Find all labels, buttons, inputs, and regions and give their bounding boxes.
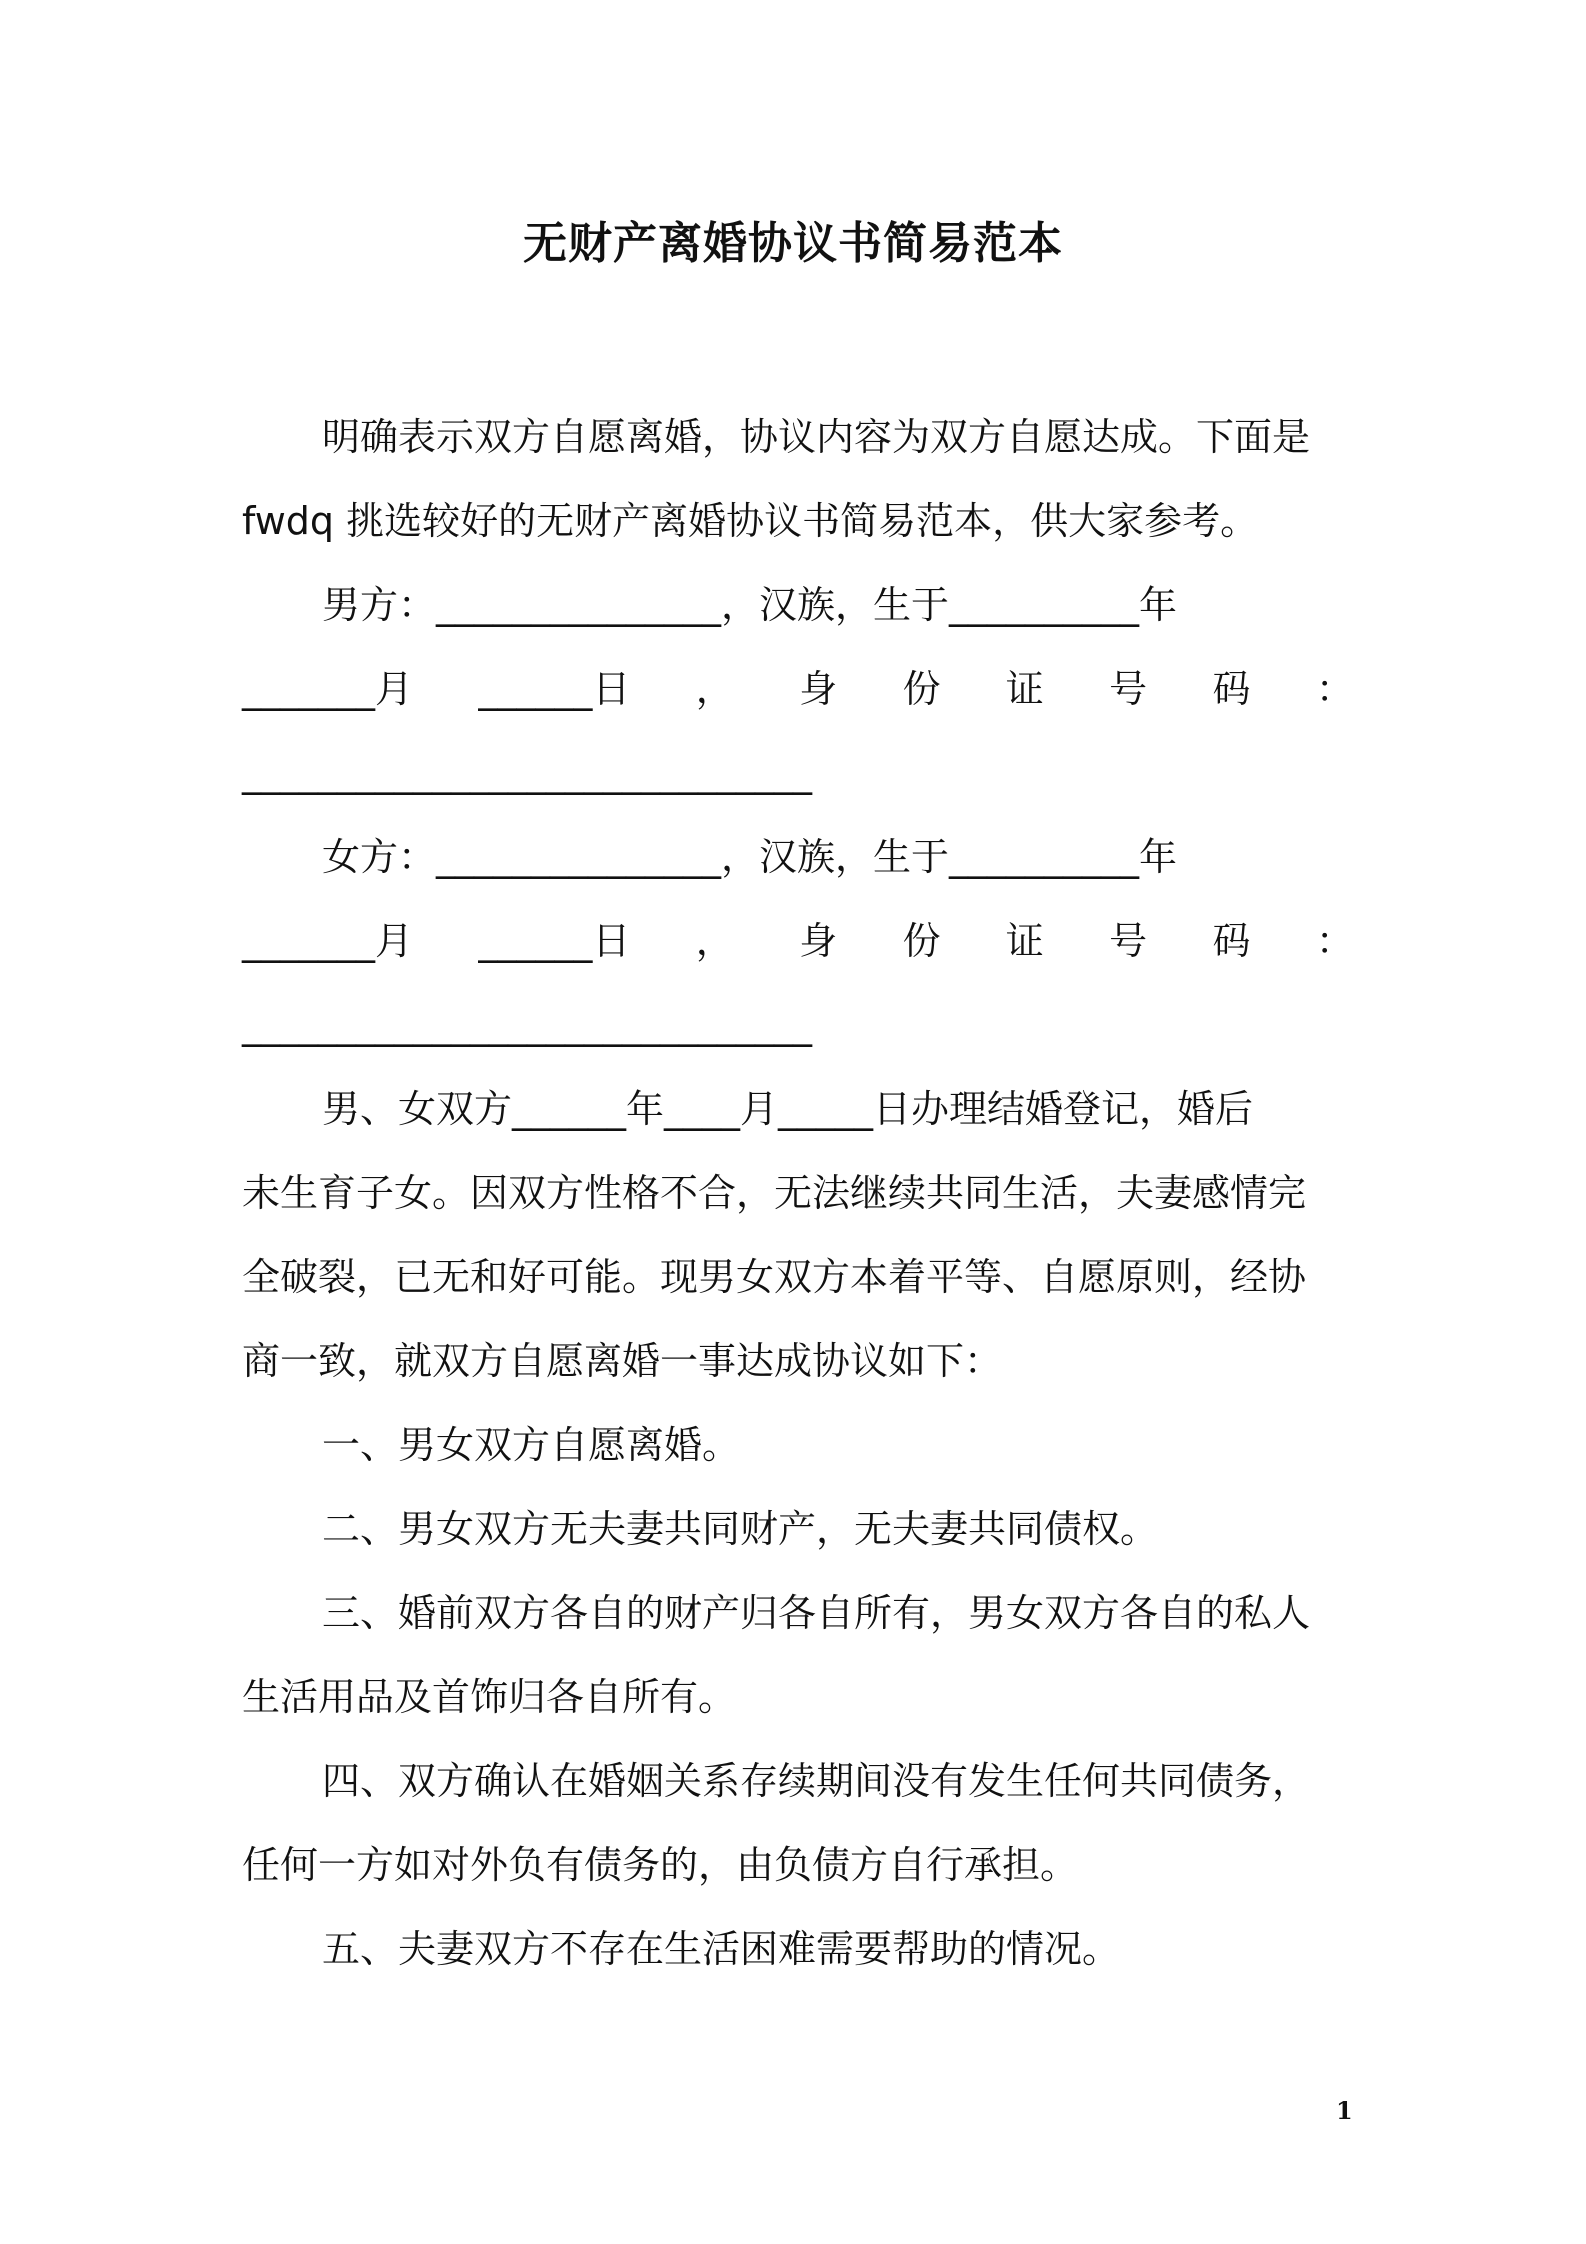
female-party-line-1: 女方：_______________，汉族，生于__________年 — [322, 835, 1178, 879]
female-id-colon: ： — [1315, 919, 1354, 963]
female-id-char-2: 份 — [902, 919, 941, 963]
male-id-colon: ： — [1315, 667, 1354, 711]
clause-3-line-2: 生活用品及首饰归各自所有。 — [242, 1675, 737, 1719]
male-party-line-2 — [242, 664, 1354, 714]
intro-line-1: 明确表示双方自愿离婚，协议内容为双方自愿达成。下面是 — [322, 415, 1311, 459]
clause-1: 一、男女双方自愿离婚。 — [322, 1423, 741, 1467]
female-month-blank: _______月 — [242, 919, 414, 963]
female-day-blank: ______日 — [478, 919, 631, 963]
marriage-paragraph-line-2: 未生育子女。因双方性格不合，无法继续共同生活，夫妻感情完 — [242, 1171, 1307, 1215]
male-party-line-1: 男方：_______________，汉族，生于__________年 — [322, 583, 1178, 627]
female-party-line-2 — [242, 916, 1354, 966]
male-id-char-1: 身 — [799, 667, 838, 711]
marriage-paragraph-line-3: 全破裂，已无和好可能。现男女双方本着平等、自愿原则，经协 — [242, 1255, 1307, 1299]
male-month-blank: _______月 — [242, 667, 414, 711]
male-id-char-5: 码 — [1212, 667, 1251, 711]
page-number: 1 — [1336, 2096, 1353, 2125]
male-id-char-2: 份 — [902, 667, 941, 711]
intro-line-2: fwdq 挑选较好的无财产离婚协议书简易范本，供大家参考。 — [242, 499, 1259, 543]
female-id-char-4: 号 — [1109, 919, 1148, 963]
female-id-char-1: 身 — [799, 919, 838, 963]
clause-4-line-2: 任何一方如对外负有债务的，由负债方自行承担。 — [242, 1843, 1079, 1887]
female-id-blank: ______________________________ — [242, 1003, 812, 1047]
male-day-blank: ______日 — [478, 667, 631, 711]
clause-2: 二、男女双方无夫妻共同财产，无夫妻共同债权。 — [322, 1507, 1159, 1551]
male-comma: ， — [695, 667, 734, 711]
female-id-char-5: 码 — [1212, 919, 1251, 963]
female-id-char-3: 证 — [1005, 919, 1044, 963]
male-id-char-4: 号 — [1109, 667, 1148, 711]
female-comma: ， — [695, 919, 734, 963]
male-id-blank: ______________________________ — [242, 751, 812, 795]
clause-4-line-1: 四、双方确认在婚姻关系存续期间没有发生任何共同债务， — [322, 1759, 1311, 1803]
marriage-paragraph-line-4: 商一致，就双方自愿离婚一事达成协议如下： — [242, 1339, 1003, 1383]
clause-5: 五、夫妻双方不存在生活困难需要帮助的情况。 — [322, 1927, 1121, 1971]
male-id-char-3: 证 — [1005, 667, 1044, 711]
marriage-paragraph-line-1: 男、女双方______年____月_____日办理结婚登记，婚后 — [322, 1087, 1254, 1131]
document-title: 无财产离婚协议书简易范本 — [523, 218, 1063, 269]
clause-3-line-1: 三、婚前双方各自的财产归各自所有，男女双方各自的私人 — [322, 1591, 1311, 1635]
